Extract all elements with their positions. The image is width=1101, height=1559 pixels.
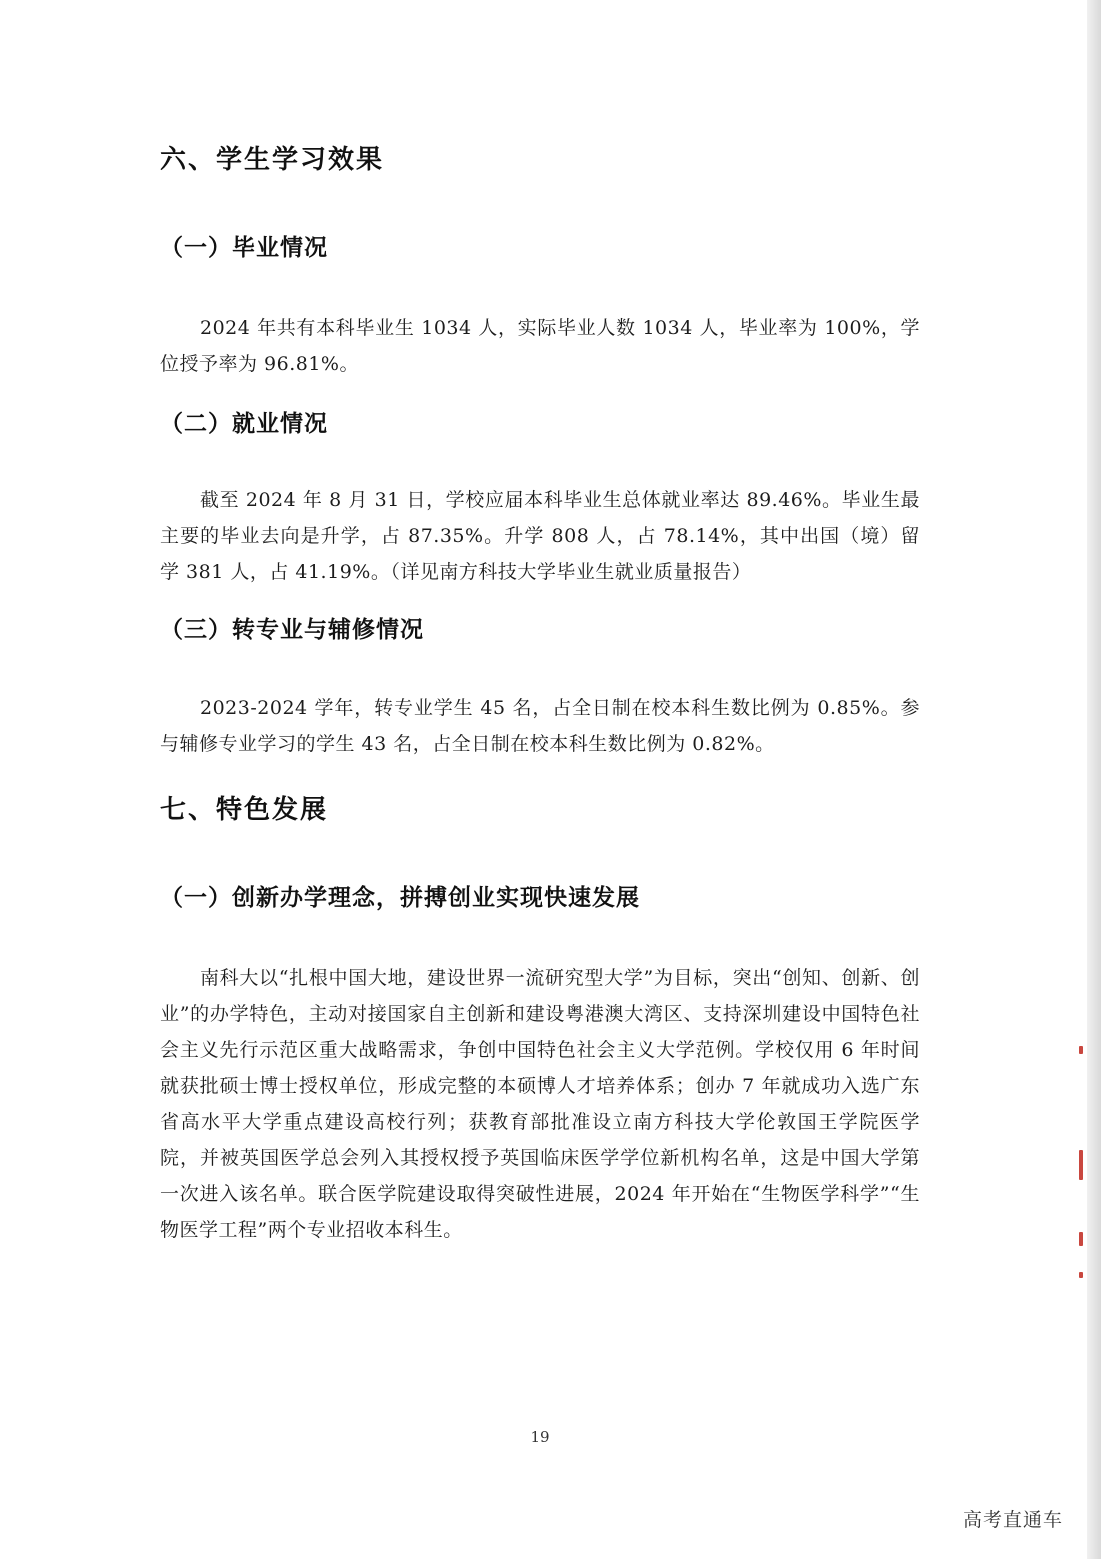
binding-mark <box>1079 1150 1083 1180</box>
section-6-2-paragraph: 截至 2024 年 8 月 31 日，学校应届本科毕业生总体就业率达 89.46%。毕业生最主要的毕业去向是升学，占 87.35%。升学 808 人，占 78.14%，其中出国（境）留学 381 人，占 41.19%。（详见南方科技大学毕业生就业质量报告） <box>160 489 920 583</box>
section-6-heading: 六、学生学习效果 <box>160 145 385 175</box>
page-edge-shadow <box>1087 0 1101 1559</box>
section-7-1-paragraph: 南科大以“扎根中国大地，建设世界一流研究型大学”为目标，突出“创知、创新、创业”的办学特色，主动对接国家自主创新和建设粤港澳大湾区、支持深圳建设中国特色社会主义先行示范区重大战略需求，争创中国特色社会主义大学范例。学校仅用 6 年时间就获批硕士博士授权单位，形成完整的本硕博人才培养体系；创办 7 年就成功入选广东省高水平大学重点建设高校行列；获教育部批准设立南方科技大学伦敦国王学院医学院，并被英国医学总会列入其授权授予英国临床医学学位新机构名单，这是中国大学第一次进入该名单。联合医学院建设取得突破性进展，2024 年开始在“生物医学科学”“生物医学工程”两个专业招收本科生。 <box>160 967 920 1241</box>
section-7-heading: 七、特色发展 <box>160 795 329 825</box>
binding-mark <box>1079 1046 1083 1054</box>
section-7-1-heading: （一）创新办学理念，拼搏创业实现快速发展 <box>160 885 640 911</box>
section-6-3-heading: （三）转专业与辅修情况 <box>160 617 424 643</box>
document-body <box>160 140 920 1248</box>
section-6-2-heading: （二）就业情况 <box>160 411 328 437</box>
section-6-3-paragraph: 2023-2024 学年，转专业学生 45 名，占全日制在校本科生数比例为 0.85%。参与辅修专业学习的学生 43 名，占全日制在校本科生数比例为 0.82%。 <box>160 697 920 755</box>
binding-mark <box>1079 1232 1083 1246</box>
watermark-text: 高考直通车 <box>963 1509 1064 1531</box>
section-6-1-paragraph: 2024 年共有本科毕业生 1034 人，实际毕业人数 1034 人，毕业率为 100%，学位授予率为 96.81%。 <box>160 317 920 375</box>
page-number: 19 <box>530 1428 550 1446</box>
section-6-1-heading: （一）毕业情况 <box>160 235 328 261</box>
binding-mark <box>1079 1272 1083 1278</box>
